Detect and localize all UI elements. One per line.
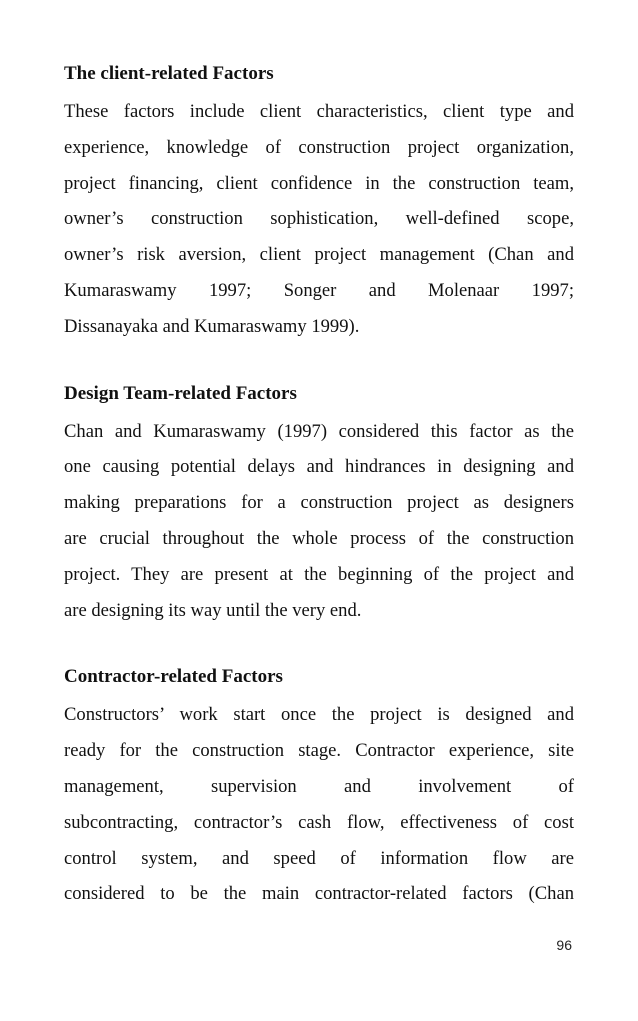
text-line: owner’s construction sophistication, well-defined scope,	[64, 208, 574, 230]
text-line: are designing its way until the very end.	[64, 599, 362, 621]
text-line: considered to be the main contractor-related factors (Chan	[64, 883, 574, 905]
text-line: Chan and Kumaraswamy (1997) considered this factor as the	[64, 420, 574, 442]
text-line: are crucial throughout the whole process of the construction	[64, 527, 574, 549]
text-line: Constructors’ work start once the project is designed and	[64, 704, 574, 726]
text-line: one causing potential delays and hindrances in designing and	[64, 456, 574, 478]
text-line: project financing, client confidence in the construction team,	[64, 172, 574, 194]
text-line: Dissanayaka and Kumaraswamy 1999).	[64, 315, 360, 337]
section-paragraph	[64, 697, 574, 912]
section-heading: The client-related Factors	[64, 63, 274, 84]
text-line: making preparations for a construction project as designers	[64, 492, 574, 514]
text-line: control system, and speed of information flow are	[64, 847, 574, 869]
section-heading: Design Team-related Factors	[64, 382, 297, 404]
section-design-team-related	[64, 382, 574, 629]
text-line: ready for the construction stage. Contractor experience, site	[64, 740, 574, 762]
section-gap	[64, 628, 574, 665]
text-line: management, supervision and involvement of	[64, 775, 574, 797]
text-line: experience, knowledge of construction project organization,	[64, 136, 574, 158]
section-gap	[64, 345, 574, 382]
text-line: These factors include client characteristics, client type and	[64, 101, 574, 122]
text-line: subcontracting, contractor’s cash flow, effectiveness of cost	[64, 811, 574, 833]
text-line: Kumaraswamy 1997; Songer and Molenaar 1997;	[64, 279, 574, 301]
page-body	[64, 62, 574, 912]
page-number: 96	[556, 937, 572, 953]
section-contractor-related	[64, 665, 574, 912]
section-paragraph	[64, 414, 574, 629]
text-line: project. They are present at the beginning of the project and	[64, 563, 574, 585]
text-line: owner’s risk aversion, client project management (Chan and	[64, 244, 574, 266]
section-client-related	[64, 62, 574, 345]
section-heading: Contractor-related Factors	[64, 666, 283, 688]
section-paragraph	[64, 94, 574, 345]
